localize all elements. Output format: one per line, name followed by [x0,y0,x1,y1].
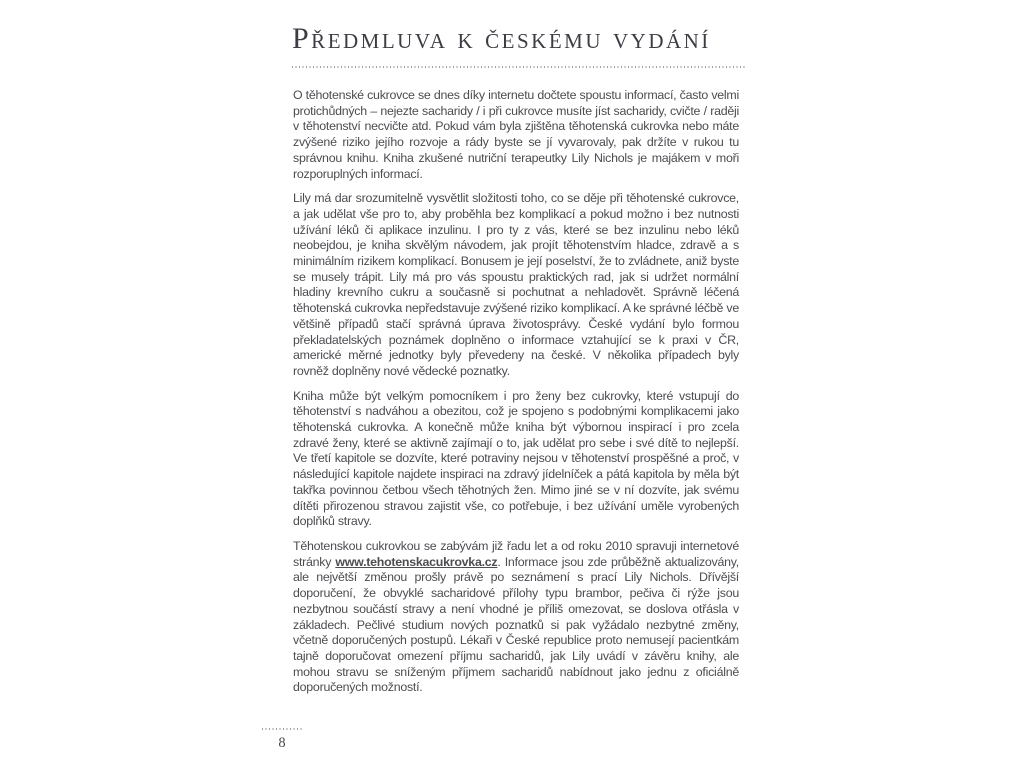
page-number: 8 [278,735,286,751]
title-divider [292,66,745,68]
body-text-column [293,88,739,705]
paragraph-about-author: Lily má dar srozumitelně vysvětlit složitosti toho, co se děje při těhotenské cukrovce, a jak udělat vše pro to, aby proběhla bez komplikací a pokud možno i bez nutnosti užívání léků či aplikace inzulinu. I pro ty z vás, které se bez inzulinu nebo léků neobejdou, je kniha skvělým návodem, jak projít těhotenstvím hladce, zdravě a s minimálním rizikem komplikací. Bonusem je její poselství, že to zvládnete, aniž byste se musely trápit. Lily má pro vás spoustu praktických rad, jak si udržet normální hladiny krevního cukru a současně si pochutnat a nehladovět. Správně léčená těhotenská cukrovka nepředstavuje zvýšené riziko komplikací. A ke správné léčbě ve většině případů stačí správná úprava životosprávy. České vydání bylo formou překladatelských poznámek doplněno o informace vztahující se k praxi v ČR, americké měrné jednotky byly převedeny na české. V několika případech byly rovněž doplněny nové vědecké poznatky. [293,191,739,378]
paragraph-intro: O těhotenské cukrovce se dnes díky internetu dočtete spoustu informací, často velmi protichůdných – nejezte sacharidy / i při cukrovce musíte jíst sacharidy, cvičte / raději v těhotenství necvičte atd. Pokud vám byla zjištěna těhotenská cukrovka nebo máte zvýšené riziko jejího rozvoje a rády byste se jí vyvarovaly, pak držíte v rukou tu správnou knihu. Kniha zkušené nutriční terapeutky Lily Nichols je majákem v moři rozporuplných informací. [293,88,739,181]
paragraph-website [293,539,739,696]
paragraph-audience: Kniha může být velkým pomocníkem i pro ženy bez cukrovky, které vstupují do těhotenství s nadváhou a obezitou, což je spojeno s podobnými komplikacemi jako těhotenská cukrovka. A konečně může kniha být výbornou inspirací i pro zcela zdravé ženy, které se aktivně zajímají o to, jak udělat pro sebe i své dítě to nejlepší. Ve třetí kapitole se dozvíte, které potraviny nejsou v těhotenství prospěšné a proč, v následující kapitole najdete inspiraci na zdravý jídelníček a pátá kapitola by měla být takřka povinnou četbou všech těhotných žen. Mimo jiné se v ní dozvíte, jak svému dítěti přirozenou stravou zajistit vše, co potřebuje, i bez užívání uměle vyrobených doplňků stravy. [293,388,739,529]
footer-divider [262,728,302,730]
page-title: Předmluva k českému vydání [292,22,711,55]
paragraph-website-text-before-link: Těhotenskou cukrovkou se zabývám již řadu let a od roku 2010 spravuji internetové stránky [293,538,739,569]
website-link[interactable]: www.tehotenskacukrovka.cz [335,554,498,569]
paragraph-website-text-after-link: . Informace jsou zde průběžně aktualizovány, ale největší změnou prošly právě po seznámení s prací Lily Nichols. Dřívější doporučení, že obvyklé sacharidové přílohy typu brambor, pečiva či rýže jsou nezbytnou součástí stravy a není vhodné je příliš omezovat, se doslova otřásla v základech. Pečlivé studium nových poznatků si pak vyžádalo nezbytné změny, včetně doporučených postupů. Lékaři v České republice proto nemusejí pacientkám tajně doporučovat omezení příjmu sacharidů, jak Lily uvádí v závěru knihy, ale mohou stravu se sníženým příjmem sacharidů nabídnout jako jednu z oficiálně doporučených možností. [293,554,739,695]
